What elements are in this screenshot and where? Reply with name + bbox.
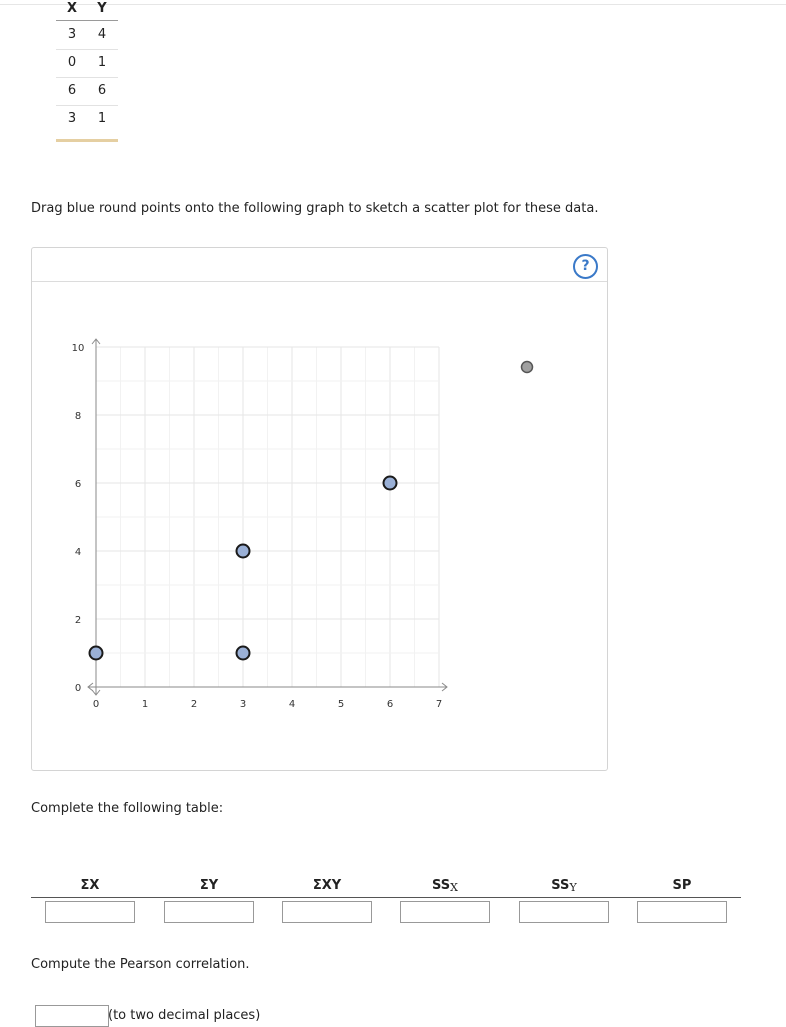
help-icon[interactable]: ? bbox=[573, 254, 598, 279]
scatter-point[interactable] bbox=[237, 647, 250, 660]
ss-y-label bbox=[505, 878, 623, 894]
x-tick-label: 1 bbox=[141, 699, 149, 710]
cell-x: 3 bbox=[67, 111, 77, 126]
sum-xy-label: ΣXY bbox=[312, 878, 342, 893]
scatter-point[interactable] bbox=[384, 477, 397, 490]
cell-y: 4 bbox=[97, 27, 107, 42]
x-tick-label: 7 bbox=[435, 699, 443, 710]
x-tick-label: 5 bbox=[337, 699, 345, 710]
y-tick-label: 4 bbox=[74, 547, 82, 558]
cell-y: 1 bbox=[97, 55, 107, 70]
cell-y: 1 bbox=[97, 111, 107, 126]
sum-y-input[interactable] bbox=[164, 901, 254, 923]
x-tick-label: 4 bbox=[288, 699, 296, 710]
ss-y-input[interactable] bbox=[519, 901, 609, 923]
ss-x-input[interactable] bbox=[400, 901, 490, 923]
x-tick-label: 2 bbox=[190, 699, 198, 710]
sum-x-input[interactable] bbox=[45, 901, 135, 923]
ss-x-label bbox=[386, 878, 504, 894]
ss-x-main: SS bbox=[432, 878, 451, 893]
pearson-instruction: Compute the Pearson correlation. bbox=[31, 957, 250, 972]
graph-panel bbox=[31, 247, 608, 771]
sum-y-label: ΣY bbox=[199, 878, 219, 893]
pearson-note: (to two decimal places) bbox=[108, 1008, 261, 1023]
cell-x: 0 bbox=[67, 55, 77, 70]
cell-x: 6 bbox=[67, 83, 77, 98]
header-x: X bbox=[67, 1, 78, 16]
sum-xy-input[interactable] bbox=[282, 901, 372, 923]
data-table-header bbox=[56, 0, 118, 21]
cell-y: 6 bbox=[97, 83, 107, 98]
cell-x: 3 bbox=[67, 27, 77, 42]
sp-input[interactable] bbox=[637, 901, 727, 923]
sp-label: SP bbox=[672, 878, 692, 893]
y-tick-label: 6 bbox=[74, 479, 82, 490]
ss-x-sub: X bbox=[450, 881, 458, 894]
x-tick-label: 6 bbox=[386, 699, 394, 710]
scatter-point[interactable] bbox=[237, 545, 250, 558]
sums-header-rule bbox=[31, 897, 741, 898]
sums-table bbox=[31, 870, 741, 930]
table-row bbox=[56, 105, 118, 133]
y-tick-label: 10 bbox=[71, 343, 85, 354]
table-row bbox=[56, 21, 118, 50]
table-row bbox=[56, 49, 118, 78]
table-row bbox=[56, 77, 118, 106]
scatter-plot[interactable] bbox=[32, 248, 607, 770]
x-tick-label: 0 bbox=[92, 699, 100, 710]
x-tick-label: 3 bbox=[239, 699, 247, 710]
data-table-footer-bar bbox=[56, 139, 118, 142]
ss-y-main: SS bbox=[551, 878, 570, 893]
sum-x-label: ΣX bbox=[80, 878, 100, 893]
table-instruction: Complete the following table: bbox=[31, 801, 224, 816]
scatter-point[interactable] bbox=[90, 647, 103, 660]
ss-y-sub: Y bbox=[569, 881, 577, 894]
y-tick-label: 2 bbox=[74, 615, 82, 626]
y-tick-label: 0 bbox=[74, 683, 82, 694]
y-tick-label: 8 bbox=[74, 411, 82, 422]
scatter-instruction: Drag blue round points onto the following graph to sketch a scatter plot for these data. bbox=[31, 201, 599, 216]
header-y: Y bbox=[97, 1, 107, 16]
draggable-source-point[interactable] bbox=[522, 362, 533, 373]
